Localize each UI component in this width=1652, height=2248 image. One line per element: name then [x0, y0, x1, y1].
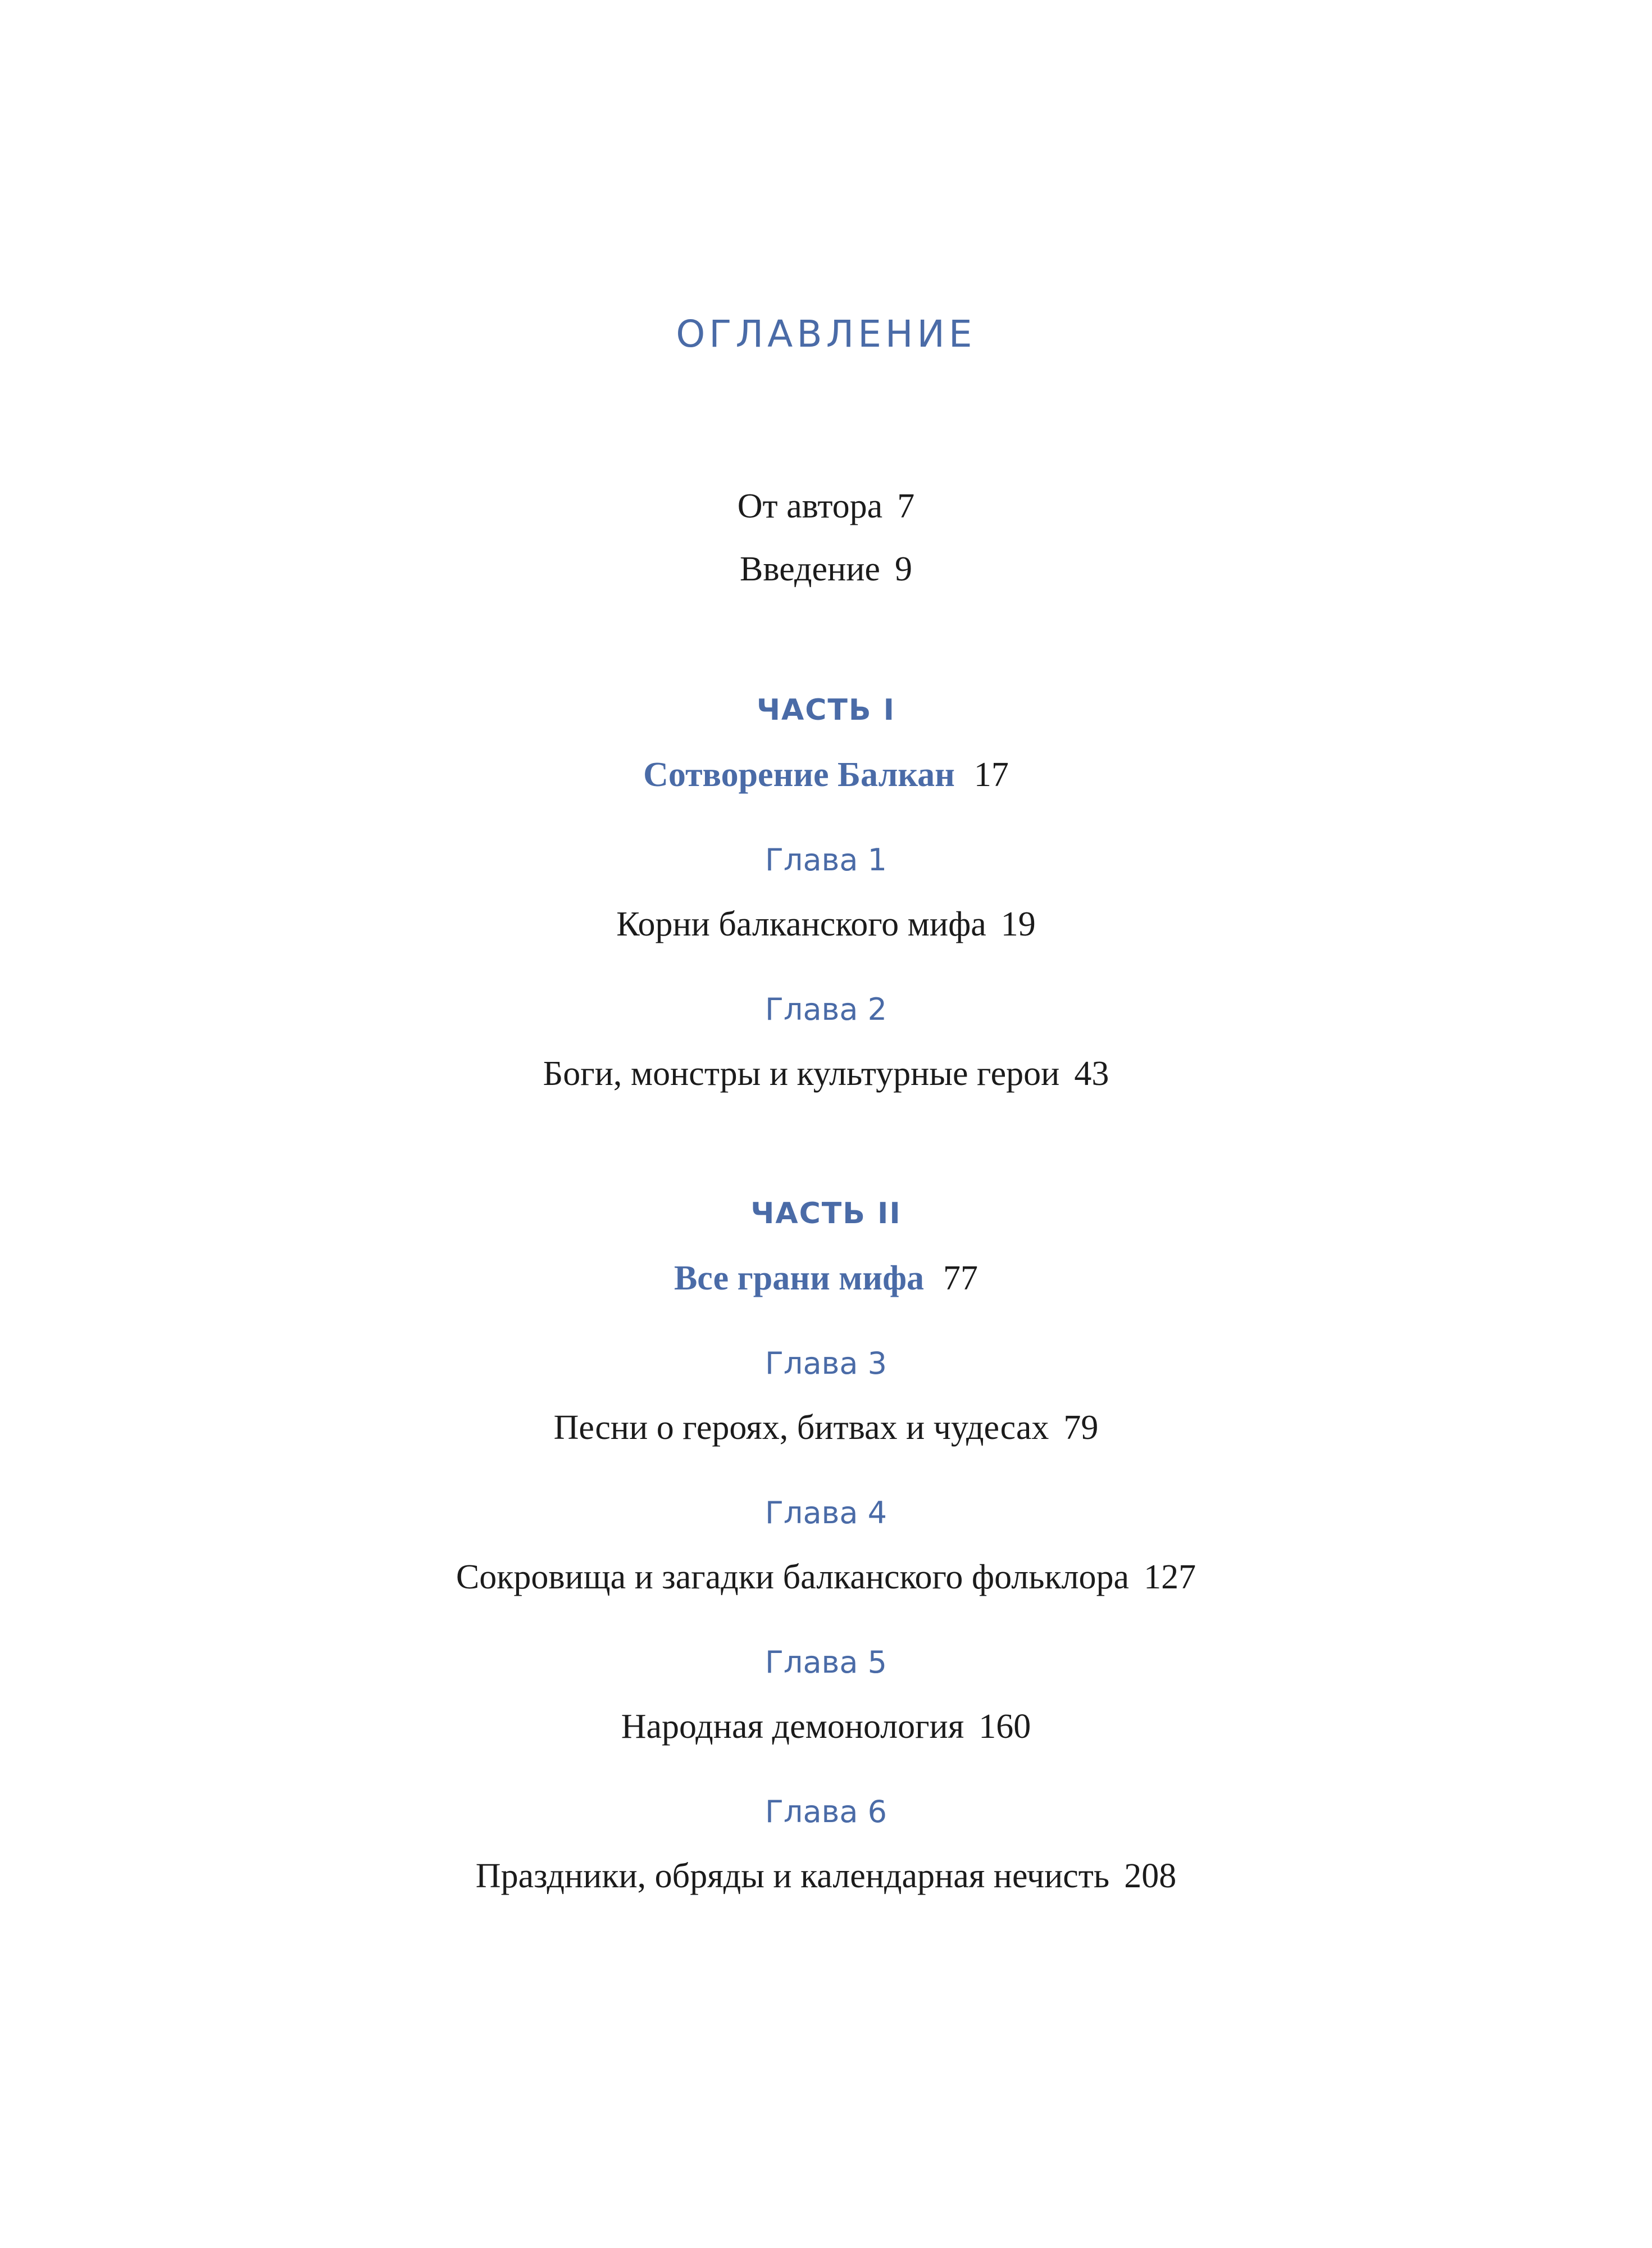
- part-title-2[interactable]: [0, 1261, 1652, 1296]
- chapter-entry-3[interactable]: [0, 1410, 1652, 1445]
- chapter-label-1: Глава 1: [765, 842, 887, 878]
- chapter-page: 19: [1000, 905, 1036, 943]
- chapter-page: 160: [979, 1707, 1031, 1746]
- chapter-title: Народная демонология: [621, 1707, 964, 1746]
- part-label-2: ЧАСТЬ II: [750, 1197, 902, 1230]
- toc-entry-page: 9: [894, 550, 912, 588]
- chapter-page: 43: [1074, 1055, 1109, 1093]
- toc-entry-title: Введение: [740, 550, 880, 588]
- toc-entry-introduction[interactable]: [0, 552, 1652, 587]
- chapter-entry-5[interactable]: [0, 1709, 1652, 1744]
- chapter-entry-6[interactable]: [0, 1859, 1652, 1893]
- part-title-text: Все грани мифа: [673, 1259, 925, 1297]
- chapter-page: 127: [1144, 1558, 1196, 1596]
- toc-entry-page: 7: [897, 487, 915, 525]
- chapter-entry-2[interactable]: [0, 1056, 1652, 1091]
- chapter-label-5: Глава 5: [765, 1645, 887, 1680]
- chapter-label-6: Глава 6: [765, 1794, 887, 1829]
- chapter-page: 208: [1124, 1857, 1177, 1895]
- chapter-entry-4[interactable]: [0, 1560, 1652, 1595]
- chapter-label-4: Глава 4: [765, 1495, 887, 1531]
- chapter-title: Корни балканского мифа: [616, 905, 986, 943]
- chapter-title: Боги, монстры и культурные герои: [543, 1055, 1060, 1093]
- chapter-page: 79: [1063, 1409, 1099, 1447]
- chapter-entry-1[interactable]: [0, 907, 1652, 942]
- part-title-text: Сотворение Балкан: [643, 756, 955, 794]
- part-label-1: ЧАСТЬ I: [757, 693, 895, 727]
- chapter-label-2: Глава 2: [765, 992, 887, 1027]
- chapter-title: Песни о героях, битвах и чудесах: [553, 1409, 1049, 1447]
- toc-entry-author[interactable]: [0, 489, 1652, 524]
- chapter-label-3: Глава 3: [765, 1346, 887, 1381]
- part-title-1[interactable]: [0, 757, 1652, 792]
- part-title-page: 77: [943, 1259, 979, 1297]
- toc-entry-title: От автора: [737, 487, 883, 525]
- chapter-title: Сокровища и загадки балканского фольклора: [456, 1558, 1130, 1596]
- chapter-title: Праздники, обряды и календарная нечисть: [475, 1857, 1110, 1895]
- part-title-page: 17: [973, 756, 1009, 794]
- toc-heading: ОГЛАВЛЕНИЕ: [676, 312, 976, 356]
